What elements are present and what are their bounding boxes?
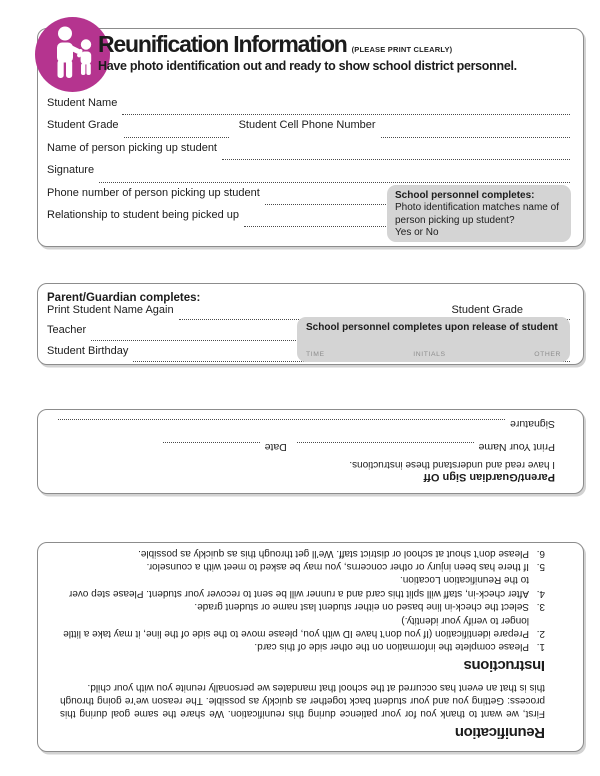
id-box-question: Photo identification matches name of person picking up student?	[395, 202, 559, 226]
instruction-item	[60, 613, 545, 640]
instructions-heading: Instructions	[463, 656, 545, 674]
instruction-number: 2.	[536, 628, 545, 640]
sign-off-heading: Parent/Guardian Sign Off	[423, 471, 555, 483]
parent-completes-heading: Parent/Guardian completes:	[47, 292, 201, 304]
pickup-name-field[interactable]	[222, 159, 570, 160]
instruction-item	[60, 560, 545, 573]
form-header	[98, 33, 568, 73]
school-personnel-id-box	[387, 185, 571, 242]
print-student-name-label: Print Student Name Again	[47, 304, 174, 316]
sign-off-signature-field[interactable]	[58, 419, 505, 420]
parent-guardian-card	[37, 283, 584, 365]
signature-row	[47, 164, 572, 186]
student-name-field[interactable]	[122, 114, 570, 115]
release-col-initials[interactable]: INITIALS	[413, 351, 446, 358]
relationship-label: Relationship to student being picked up	[47, 208, 240, 221]
student-grade-label: Student Grade	[47, 119, 119, 132]
birthday-label: Student Birthday	[47, 345, 129, 357]
page-subtitle: Have photo identification out and ready to show school district personnel.	[98, 59, 517, 73]
page-title: Reunification Information	[98, 31, 347, 57]
instruction-text: After check-in, staff will split this card and a runner will be sent to recover your student. Please step over to the Reunification Location.	[68, 574, 529, 599]
instruction-number: 5.	[536, 561, 545, 573]
id-box-answer[interactable]: Yes or No	[395, 227, 439, 239]
instruction-text: Please don’t shout at school or district staff. We’ll get through this as quickly as possible.	[138, 547, 529, 559]
release-col-other[interactable]: OTHER	[534, 351, 561, 358]
reunification-paragraph: First, we want to thank you for your patience during this reunification. We share the same goal during this process: Getting you and your student back together as quickly as possible. The reason we’re going through this is that an event has occurred at the school that mandates we personally reunite you with your child.	[60, 682, 545, 720]
date-field[interactable]	[163, 442, 260, 443]
parent-student-grade-label: Student Grade	[451, 304, 523, 316]
pickup-name-label: Name of person picking up student	[47, 141, 217, 154]
instruction-number: 6.	[536, 547, 545, 559]
student-name-row	[47, 97, 572, 119]
release-box	[297, 317, 570, 362]
student-grade-field[interactable]	[124, 137, 229, 138]
sign-off-card	[37, 409, 584, 494]
instructions-card	[37, 542, 584, 752]
instruction-text: Please complete the information on the other side of this card.	[254, 641, 529, 653]
instruction-number: 3.	[536, 601, 545, 613]
instruction-item	[60, 640, 545, 653]
instruction-item	[60, 546, 545, 559]
instruction-item	[60, 573, 545, 600]
release-box-title: School personnel completes upon release of student	[306, 322, 558, 333]
cell-phone-field[interactable]	[381, 137, 570, 138]
instruction-text: Select the check-in line based on either student last name or student grade.	[194, 601, 529, 613]
print-your-name-field[interactable]	[297, 442, 474, 443]
instruction-number: 4.	[536, 587, 545, 599]
pickup-name-row	[47, 142, 572, 164]
sign-off-signature-label: Signature	[510, 418, 555, 430]
instruction-text: Prepare identification (If you don’t have ID with you, please move to the side of the line, it may take a little longer to verify your identity.)	[63, 614, 529, 640]
print-your-name-row	[161, 438, 555, 453]
pickup-phone-label: Phone number of person picking up student	[47, 186, 260, 199]
release-col-time[interactable]: TIME	[306, 351, 325, 358]
teacher-label: Teacher	[47, 324, 87, 336]
sign-off-signature-row	[56, 415, 555, 430]
instruction-item	[60, 600, 545, 613]
signature-label: Signature	[47, 164, 95, 177]
reunification-heading: Reunification	[455, 724, 545, 741]
grade-phone-row	[47, 119, 572, 141]
id-box-title: School personnel completes:	[395, 190, 535, 201]
instructions-list	[60, 546, 545, 653]
date-label: Date	[264, 441, 287, 453]
print-clearly-note: (PLEASE PRINT CLEARLY)	[351, 45, 453, 54]
sign-off-statement: I have read and understand these instructions.	[349, 459, 555, 470]
cell-phone-label: Student Cell Phone Number	[238, 119, 376, 132]
student-name-label: Student Name	[47, 97, 118, 109]
instruction-number: 1.	[536, 641, 545, 653]
signature-field[interactable]	[99, 182, 570, 183]
instruction-text: If there has been injury or other concerns, you may be asked to meet with a counselor.	[146, 561, 529, 573]
print-your-name-label: Print Your Name	[478, 441, 555, 453]
